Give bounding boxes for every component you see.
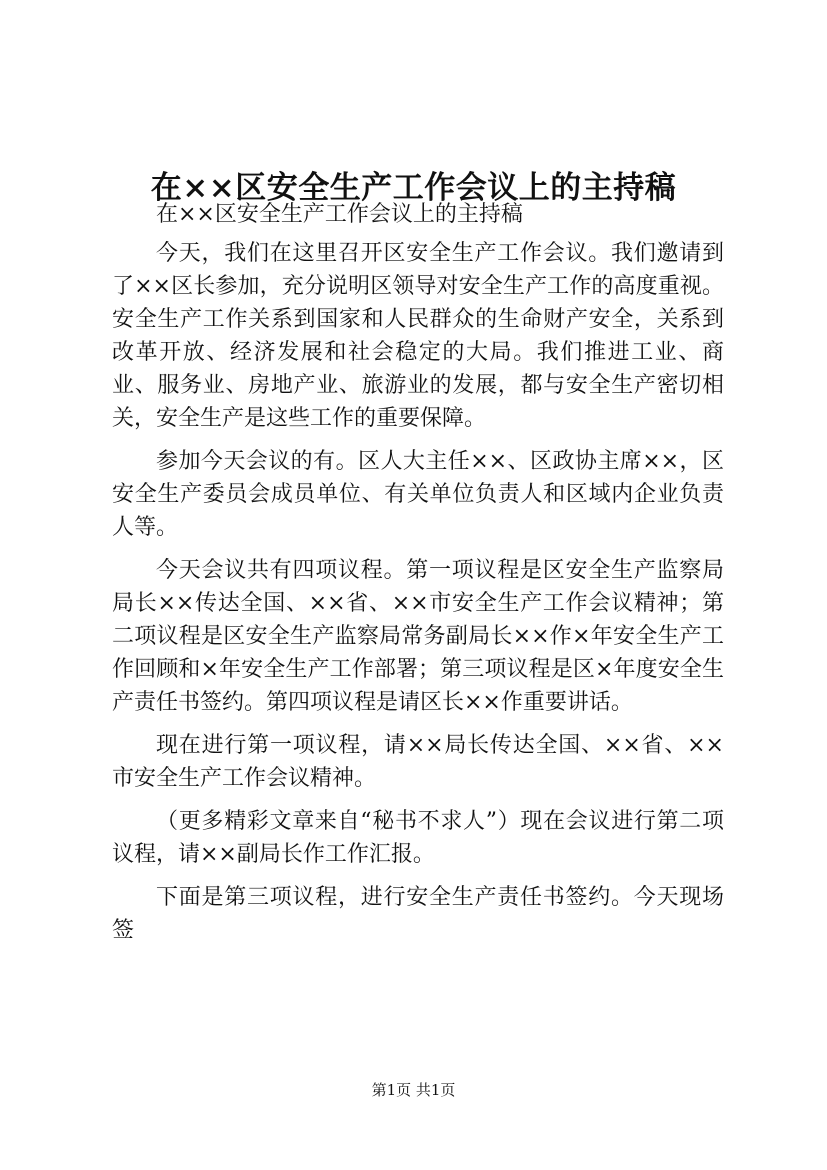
paragraph-item-three: 下面是第三项议程，进行安全生产责任书签约。今天现场签: [112, 885, 724, 943]
document-title: 在××区安全生产工作会议上的主持稿: [150, 169, 677, 206]
page-footer: 第1页 共1页: [371, 1081, 456, 1099]
paragraph-subtitle: 在××区安全生产工作会议上的主持稿: [156, 202, 523, 227]
paragraph-item-one: 现在进行第一项议程，请××局长传达全国、××省、××市安全生产工作会议精神。: [112, 733, 724, 791]
paragraph-attendees: 参加今天会议的有。区人大主任××、区政协主席××，区安全生产委员会成员单位、有关单位负责人和区域内企业负责人等。: [112, 449, 724, 540]
document-body: [112, 198, 724, 957]
paragraph-opening: 今天，我们在这里召开区安全生产工作会议。我们邀请到了××区长参加，充分说明区领导对安全生产工作的高度重视。安全生产工作关系到国家和人民群众的生命财产安全，关系到改革开放、经济发展和社会稳定的大局。我们推进工业、商业、服务业、房地产业、旅游业的发展，都与安全生产密切相关，安全生产是这些工作的重要保障。: [112, 241, 724, 431]
paragraph-item-two: （更多精彩文章来自“秘书不求人”）现在会议进行第二项议程，请××副局长作工作汇报。: [112, 809, 724, 867]
paragraph-agenda: 今天会议共有四项议程。第一项议程是区安全生产监察局局长××传达全国、××省、××市安全生产工作会议精神；第二项议程是区安全生产监察局常务副局长××作×年安全生产工作回顾和×年安全生产工作部署；第三项议程是区×年度安全生产责任书签约。第四项议程是请区长××作重要讲话。: [112, 558, 724, 715]
